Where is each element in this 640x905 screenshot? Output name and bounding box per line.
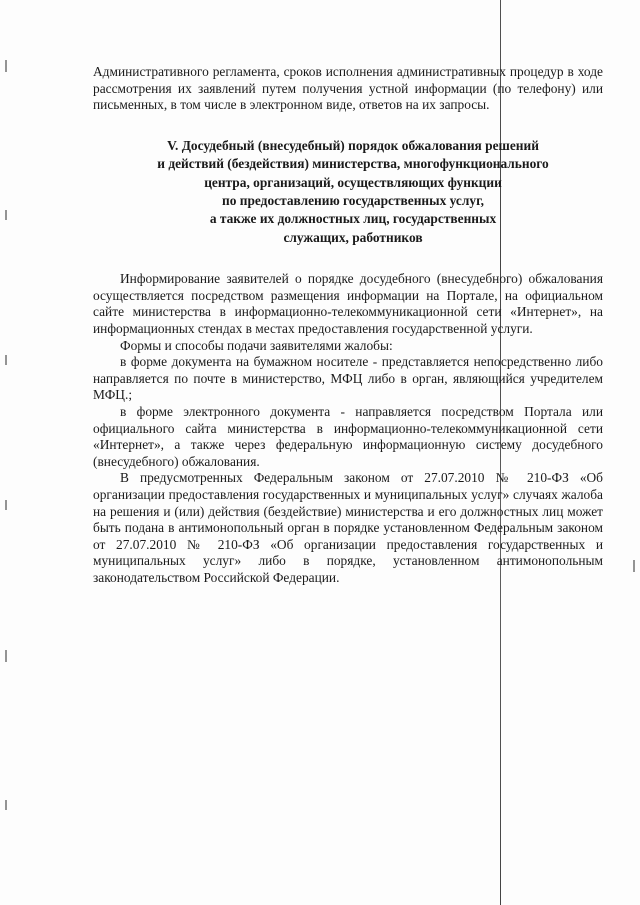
section-heading-line: V. Досудебный (внесудебный) порядок обжалования решений bbox=[167, 137, 539, 153]
paragraph-paper-form: в форме документа на бумажном носителе - представляется непосредственно либо направляется по почте в министерство, МФЦ либо в орган, являющийся учредителем МФЦ.; bbox=[93, 354, 603, 403]
section-heading-line: по предоставлению государственных услуг, bbox=[221, 193, 484, 208]
section-heading-line: и действий (бездействия) министерства, многофункционального bbox=[157, 156, 549, 172]
scan-edge-mark bbox=[5, 800, 7, 810]
paragraph-informing: Информирование заявителей о порядке досудебного (внесудебного) обжалования осуществляется посредством размещения информации на Портале, на официальном сайте министерства в информационно-телекоммуникационной сети «Интернет», на информационных стендах в местах предоставления государственной услуги. bbox=[93, 271, 603, 336]
paragraph-electronic-form: в форме электронного документа - направляется посредством Портала или официального сайта министерства в информационно-телекоммуникационной сети «Интернет», а также через федеральную информационную систему досудебного (внесудебного) обжалования. bbox=[93, 403, 603, 469]
paragraph-continuation: Административного регламента, сроков исполнения административных процедур в ходе рассмотрения их заявлений путем получения устной информации (по телефону) или письменных, в том числе в электронном виде, ответов на их запросы. bbox=[93, 64, 603, 113]
scan-edge-mark bbox=[5, 210, 7, 220]
paragraph-forms-intro: Формы и способы подачи заявителями жалобы: bbox=[120, 337, 393, 353]
scan-edge-mark bbox=[633, 560, 635, 572]
document-body bbox=[93, 64, 603, 587]
section-heading-line: а также их должностных лиц, государственных bbox=[209, 211, 497, 227]
scan-edge-mark bbox=[5, 650, 7, 662]
section-heading-line: служащих, работников bbox=[283, 229, 423, 245]
section-heading-line: центра, организаций, осуществляющих функции bbox=[204, 174, 502, 190]
section-heading bbox=[93, 137, 603, 247]
scan-edge-mark bbox=[5, 60, 7, 72]
scan-edge-mark bbox=[5, 500, 7, 510]
paragraph-antimonopoly: В предусмотренных Федеральным законом от 27.07.2010 № 210-ФЗ «Об организации предоставления государственных и муниципальных услуг» случаях жалоба на решения и (или) действия (бездействие) министерства и его должностных лиц может быть подана в антимонопольный орган в порядке установленном Федеральным законом от 27.07.2010 № 210-ФЗ «Об организации предоставления государственных и муниципальных услуг» либо в порядке, установленном антимонопольным законодательством Российской Федерации. bbox=[93, 470, 603, 585]
scan-edge-mark bbox=[5, 355, 7, 365]
